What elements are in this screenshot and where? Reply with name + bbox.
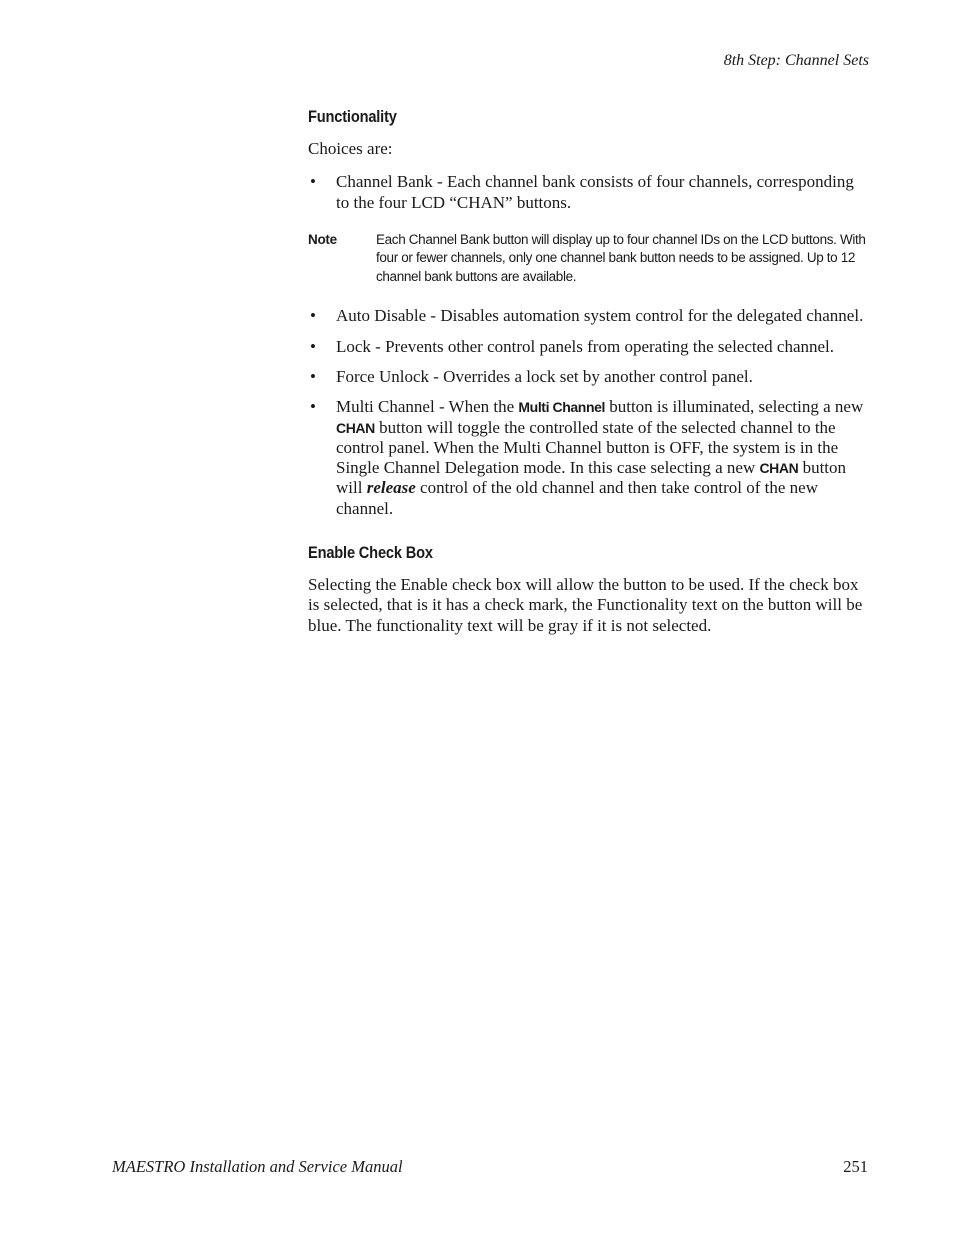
multi-channel-text-2: button is illuminated, selecting a new xyxy=(604,397,864,417)
multi-channel-text-3: button will toggle the controlled state of the selected channel to the control panel. When the Multi Channel button is OFF, the system is in the Single Channel Delegation mode. In this case selecting a new xyxy=(336,417,839,478)
list-item-auto-disable xyxy=(308,306,868,326)
bullet-marker: • xyxy=(310,366,316,386)
running-header: 8th Step: Channel Sets xyxy=(723,52,869,69)
multi-channel-button-label: Multi Channel xyxy=(518,399,605,416)
multi-channel-text-5: control of the old channel and then take control of the new channel. xyxy=(336,478,818,518)
page-number: 251 xyxy=(843,1157,868,1176)
main-content xyxy=(308,105,868,636)
auto-disable-text: Auto Disable - Disables automation system control for the delegated channel. xyxy=(336,306,864,326)
enable-check-box-heading: Enable Check Box xyxy=(308,543,433,563)
choices-intro: Choices are: xyxy=(308,139,393,158)
release-emphasis: release xyxy=(366,478,416,498)
chan-button-label: CHAN xyxy=(336,419,375,436)
note-text: Each Channel Bank button will display up to four channel IDs on the LCD buttons. With four or fewer channels, only one channel bank button needs to be assigned. Up to 12 channel bank buttons are available. xyxy=(376,231,866,284)
list-item-channel-bank xyxy=(308,172,868,213)
channel-bank-text: Channel Bank - Each channel bank consists of four channels, corresponding to the four LCD “CHAN” buttons. xyxy=(336,172,854,212)
force-unlock-text: Force Unlock - Overrides a lock set by another control panel. xyxy=(336,366,753,386)
list-item-lock xyxy=(308,337,868,357)
note-label: Note xyxy=(308,231,337,247)
lock-text: Lock - Prevents other control panels from operating the selected channel. xyxy=(336,336,835,356)
bullet-marker: • xyxy=(310,172,316,192)
bullet-marker: • xyxy=(310,336,316,356)
multi-channel-text-4: button will xyxy=(336,458,847,498)
list-item-force-unlock xyxy=(308,367,868,387)
footer-manual-title: MAESTRO Installation and Service Manual xyxy=(112,1157,403,1176)
multi-channel-text-1: Multi Channel - When the xyxy=(336,397,519,417)
functionality-heading: Functionality xyxy=(308,107,397,126)
note-block xyxy=(308,231,868,287)
functionality-choices-list-continued xyxy=(308,306,868,519)
functionality-choices-list xyxy=(308,172,868,213)
list-item-multi-channel xyxy=(308,397,868,519)
enable-check-box-body: Selecting the Enable check box will allow the button to be used. If the check box is selected, that is it has a check mark, the Functionality text on the button will be blue. The functionality text will be gray if it is not selected. xyxy=(308,575,863,635)
bullet-marker: • xyxy=(310,397,316,417)
chan-button-label: CHAN xyxy=(759,460,799,477)
bullet-marker: • xyxy=(310,306,316,326)
